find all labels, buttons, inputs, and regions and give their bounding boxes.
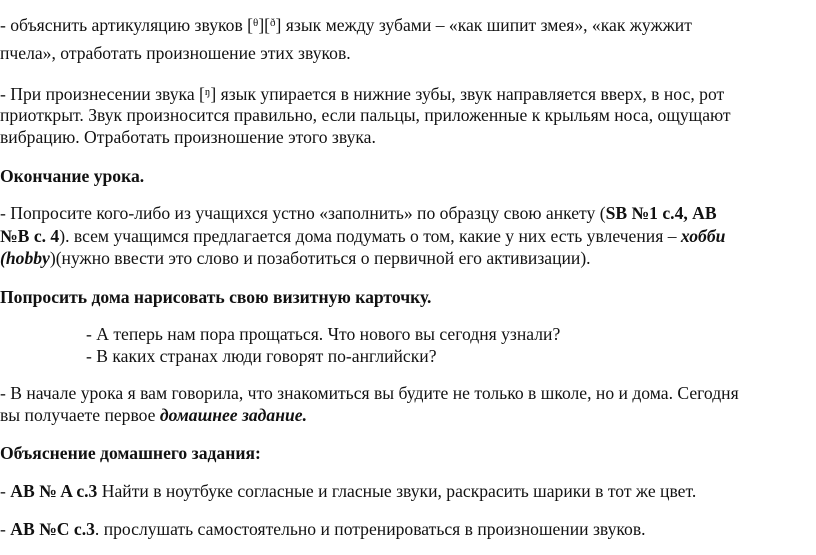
- question-item-2: - В каких странах люди говорят по-английски?: [86, 346, 437, 366]
- homework-item-2: - AB №C с.3. прослушать самостоятельно и потренироваться в произношении звуков.: [0, 519, 646, 539]
- paragraph-sound-line-2: приоткрыт. Звук произносится правильно, если пальцы, приложенные к крыльям носа, ощущают: [0, 105, 731, 125]
- paragraph-homework-intro-line-2: вы получаете первое домашнее задание.: [0, 405, 307, 425]
- paragraph-questionnaire-line-3: (hobby)(нужно ввести это слово и позаботиться о первичной его активизации).: [0, 248, 591, 268]
- paragraph-questionnaire-line-1: - Попросите кого-либо из учащихся устно «заполнить» по образцу свою анкету (SB №1 с.4, AB: [0, 203, 717, 223]
- paragraph-homework-intro-line-1: - В начале урока я вам говорила, что знакомиться вы будите не только в школе, но и дома. Сегодня: [0, 383, 739, 403]
- paragraph-articulation-line-2: пчела», отработать произношение этих звуков.: [0, 43, 351, 63]
- paragraph-sound-line-3: вибрацию. Отработать произношение этого звука.: [0, 127, 376, 147]
- heading-lesson-end: Окончание урока.: [0, 166, 145, 186]
- heading-homework-explanation: Объяснение домашнего задания:: [0, 443, 261, 463]
- heading-business-card: Попросить дома нарисовать свою визитную карточку.: [0, 287, 432, 307]
- paragraph-questionnaire-line-2: №B с. 4). всем учащимся предлагается дома подумать о том, какие у них есть увлечения – хобби: [0, 226, 726, 246]
- paragraph-articulation-line-1: - объяснить артикуляцию звуков [$^\theta$][$^ð$] язык между зубами – «как шипит змея», «как жужжит: [0, 15, 692, 35]
- homework-item-1: - AB № A с.3 Найти в ноутбуке согласные и гласные звуки, раскрасить шарики в тот же цвет.: [0, 481, 697, 501]
- question-item-1: - А теперь нам пора прощаться. Что нового вы сегодня узнали?: [86, 324, 561, 344]
- paragraph-sound-line-1: - При произнесении звука [$^ŋ$] язык упирается в нижние зубы, звук направляется вверх, в нос, рот: [0, 84, 725, 104]
